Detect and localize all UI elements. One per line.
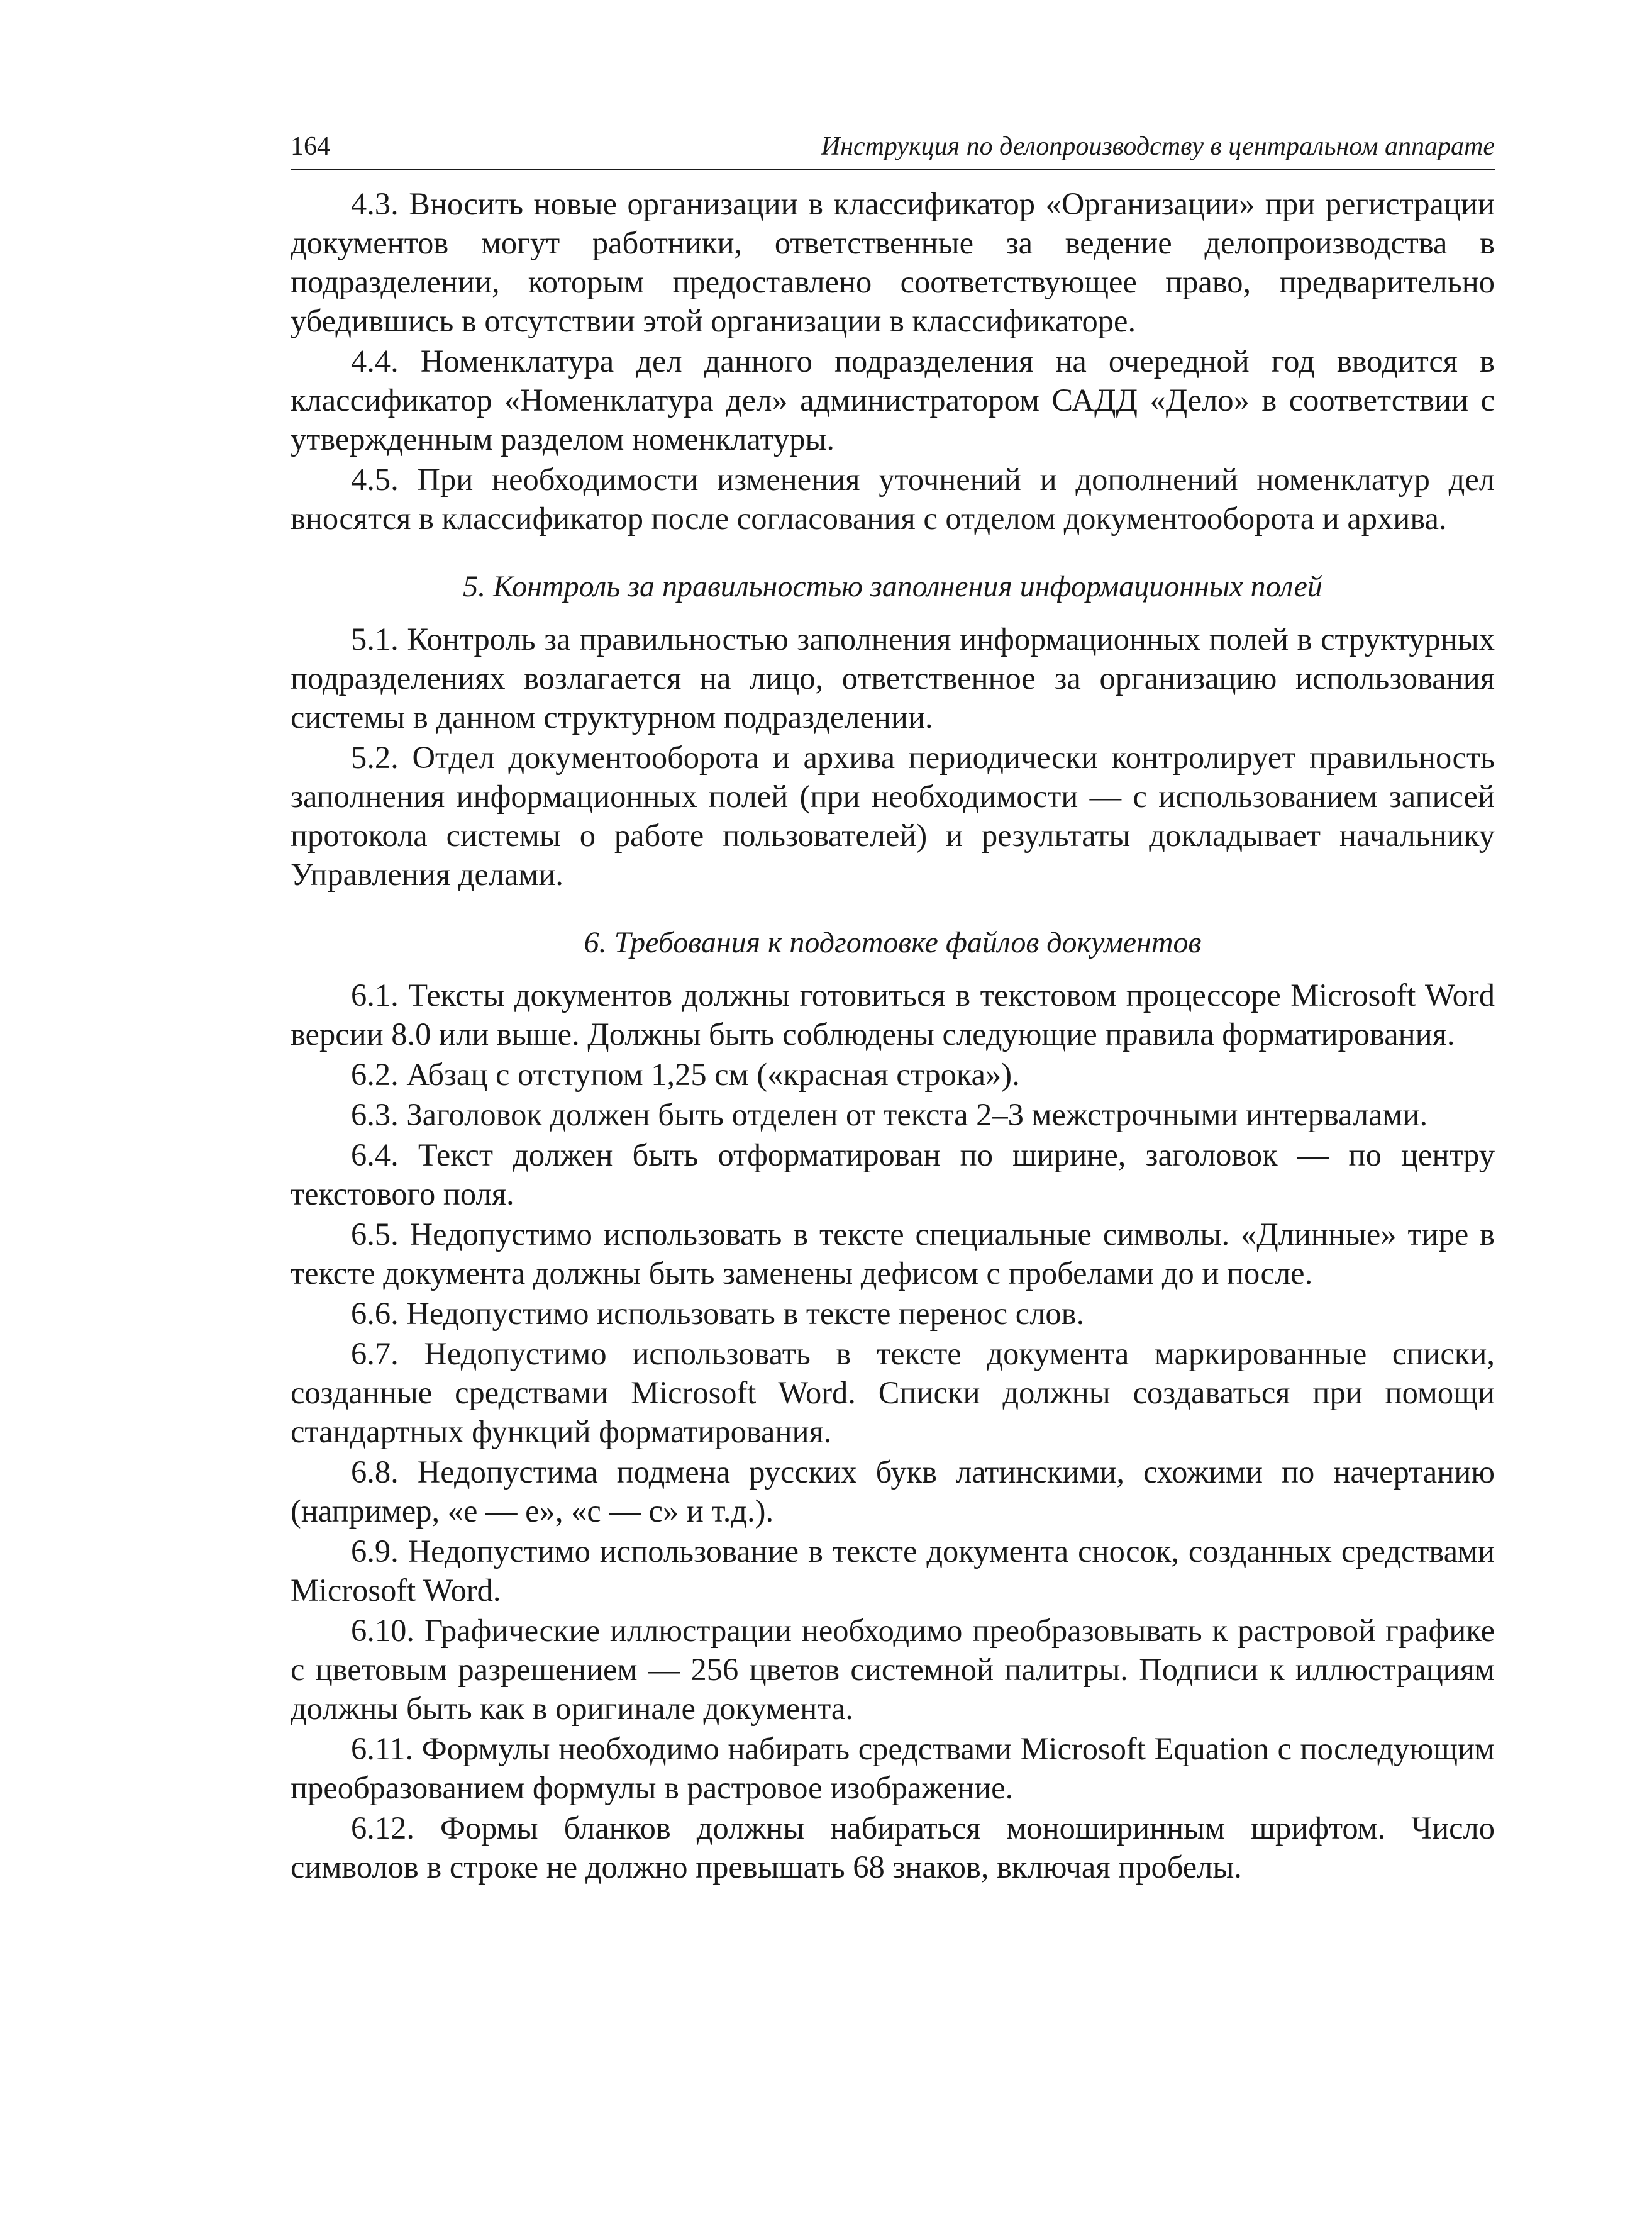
section-6-heading: 6. Требования к подготовке файлов документов (584, 926, 1202, 959)
paragraph-6-3: 6.3. Заголовок должен быть отделен от текста 2–3 межстрочными интервалами. (351, 1097, 1428, 1132)
paragraph-6-12: 6.12. Формы бланков должны набираться моноширинным шрифтом. Число символов в строке не должно превышать 68 знаков, включая пробелы. (291, 1810, 1495, 1885)
paragraph-4-4: 4.4. Номенклатура дел данного подразделения на очередной год вводится в классификатор «Номенклатура дел» администратором САДД «Дело» в соответствии с утвержденным разделом номенклатуры. (291, 343, 1495, 457)
paragraph-4-3: 4.3. Вносить новые организации в классификатор «Организации» при регистрации документов могут работники, ответственные за ведение делопроизводства в подразделении, которым предоставлено соответствующее право, предварительно убедившись в отсутствии этой организации в классификаторе. (291, 186, 1495, 338)
paragraph-6-11: 6.11. Формулы необходимо набирать средствами Microsoft Equation с последующим преобразованием формулы в растровое изображение. (291, 1731, 1495, 1805)
paragraph-6-4: 6.4. Текст должен быть отформатирован по ширине, заголовок — по центру текстового поля. (291, 1137, 1495, 1211)
paragraph-4-5: 4.5. При необходимости изменения уточнений и дополнений номенклатур дел вносятся в классификатор после согласования с отделом документооборота и архива. (291, 462, 1495, 536)
page-number: 164 (291, 132, 330, 161)
paragraph-6-7: 6.7. Недопустимо использовать в тексте документа маркированные списки, созданные средствами Microsoft Word. Списки должны создаваться при помощи стандартных функций форматирования. (291, 1336, 1495, 1449)
paragraph-6-6: 6.6. Недопустимо использовать в тексте перенос слов. (351, 1296, 1085, 1331)
paragraph-5-2: 5.2. Отдел документооборота и архива периодически контролирует правильность заполнения информационных полей (при необходимости — с использованием записей протокола системы о работе пользователей) и результаты докладывает начальнику Управления делами. (291, 740, 1495, 892)
paragraph-6-1: 6.1. Тексты документов должны готовиться в текстовом процессоре Microsoft Word версии 8.0 или выше. Должны быть соблюдены следующие правила форматирования. (291, 977, 1495, 1052)
paragraph-6-5: 6.5. Недопустимо использовать в тексте специальные символы. «Длинные» тире в тексте документа должны быть заменены дефисом с пробелами до и после. (291, 1217, 1495, 1291)
paragraph-5-1: 5.1. Контроль за правильностью заполнения информационных полей в структурных подразделениях возлагается на лицо, ответственное за организацию использования системы в данном структурном подразделении. (291, 621, 1495, 735)
running-title: Инструкция по делопроизводству в центральном аппарате (821, 132, 1495, 161)
section-5-heading: 5. Контроль за правильностью заполнения информационных полей (463, 570, 1322, 603)
document-page (291, 129, 1495, 1888)
paragraph-6-9: 6.9. Недопустимо использование в тексте документа сносок, созданных средствами Microsoft Word. (291, 1534, 1495, 1608)
running-header (291, 129, 1495, 170)
paragraph-6-10: 6.10. Графические иллюстрации необходимо преобразовывать к растровой графике с цветовым разрешением — 256 цветов системной палитры. Подписи к иллюстрациям должны быть как в оригинале документа. (291, 1613, 1495, 1726)
paragraph-6-2: 6.2. Абзац с отступом 1,25 см («красная строка»). (351, 1057, 1020, 1092)
paragraph-6-8: 6.8. Недопустима подмена русских букв латинскими, схожими по начертанию (например, «е — е», «с — с» и т.д.). (291, 1454, 1495, 1529)
